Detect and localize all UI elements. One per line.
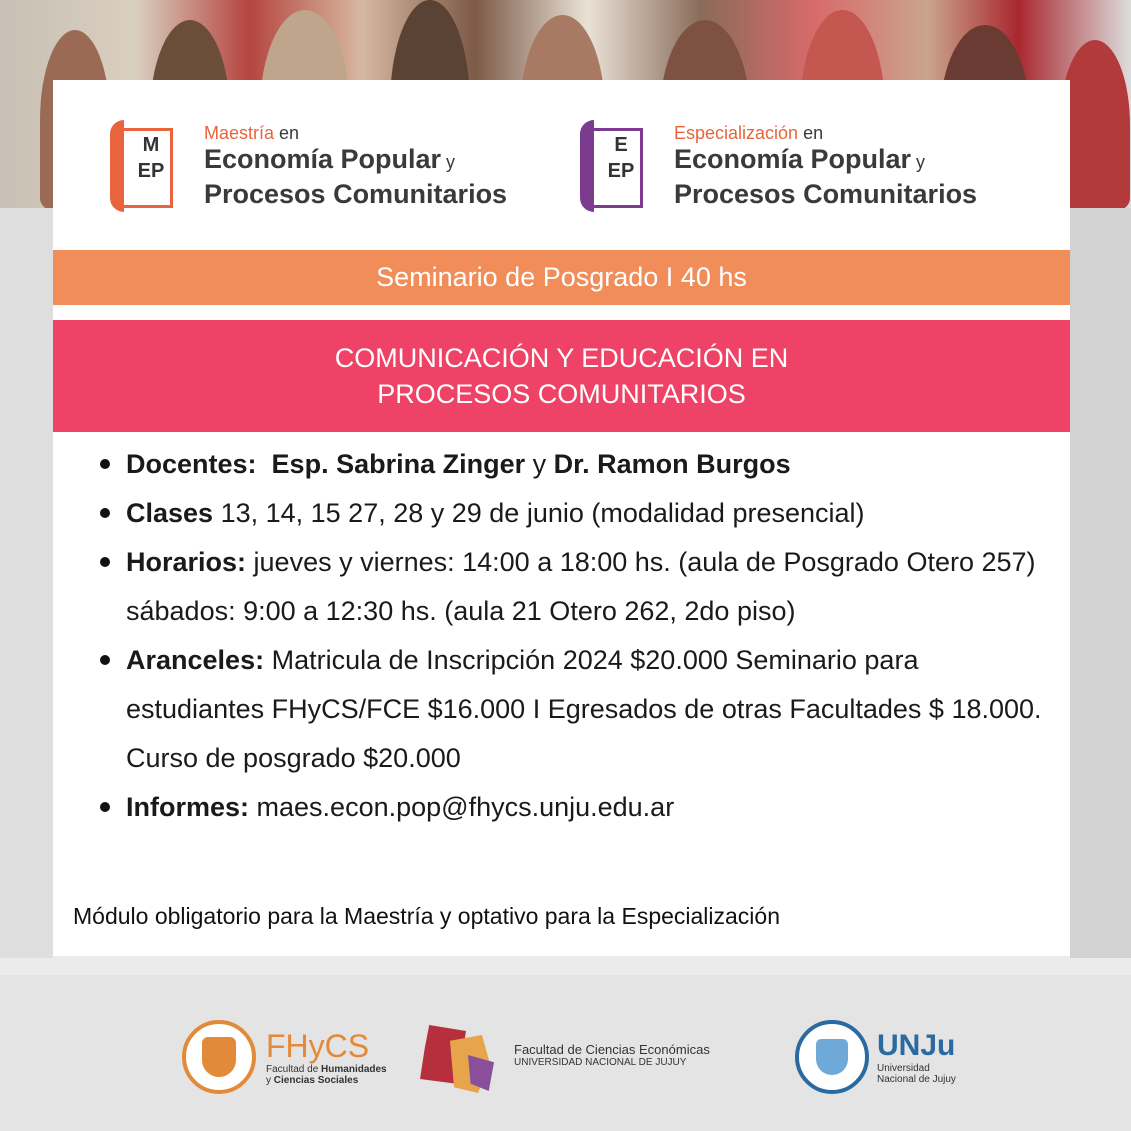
unju-line1: Universidad	[877, 1063, 930, 1074]
unju-abbr: UNJu	[877, 1029, 956, 1062]
bullet-icon	[100, 459, 110, 469]
mep-prefix: Maestría	[204, 122, 275, 143]
docentes-label: Docentes:	[126, 449, 257, 479]
aranceles-text: Matricula de Inscripción 2024 $20.000 Seminario para estudiantes FHyCS/FCE $16.000 I Egresados de otras Facultades $ 18.000. Curso de posgrado $20.000	[126, 645, 1042, 773]
fce-logo	[420, 1015, 710, 1095]
mep-line2: Procesos Comunitarios	[204, 178, 508, 209]
eep-logo-text	[674, 123, 977, 210]
fce-line2: UNIVERSIDAD NACIONAL DE JUJUY	[514, 1057, 687, 1068]
fce-line1: Facultad de Ciencias Económicas	[514, 1042, 710, 1057]
clases-text: 13, 14, 15 27, 28 y 29 de junio (modalidad presencial)	[213, 498, 865, 528]
clases-label: Clases	[126, 498, 214, 528]
eep-line1: Economía Popular	[674, 143, 912, 174]
module-note: Módulo obligatorio para la Maestría y optativo para la Especialización	[73, 903, 781, 929]
list-item-docentes	[100, 440, 1060, 489]
list-item-informes	[100, 783, 1060, 832]
mep-logo-text	[204, 123, 507, 210]
horarios-text: jueves y viernes: 14:00 a 18:00 hs. (aula de Posgrado Otero 257) sábados: 9:00 a 12:30 hs. (aula 21 Otero 262, 2do piso)	[126, 547, 1036, 626]
bullet-icon	[100, 508, 110, 518]
eep-prefix: Especialización	[674, 122, 799, 143]
right-side-strip	[1070, 208, 1131, 958]
fhycs-line2-b: Ciencias Sociales	[273, 1075, 359, 1086]
fhycs-line2-a: y	[266, 1075, 274, 1086]
unju-line2: Nacional de Jujuy	[877, 1074, 956, 1085]
informes-email[interactable]: maes.econ.pop@fhycs.unju.edu.ar	[249, 792, 675, 822]
left-side-strip	[0, 208, 53, 958]
fhycs-line1-b: Humanidades	[321, 1064, 387, 1075]
unju-seal-icon	[795, 1020, 869, 1094]
eep-logo	[580, 120, 977, 212]
title-line2: PROCESOS COMUNITARIOS	[377, 379, 746, 409]
mep-letter-m: M	[142, 134, 160, 156]
mep-letters-ep: EP	[137, 160, 165, 182]
list-item-horarios	[100, 538, 1060, 636]
docentes-and: y	[525, 449, 554, 479]
fhycs-logo	[182, 1020, 387, 1094]
mep-logo	[110, 120, 507, 212]
eep-line2: Procesos Comunitarios	[674, 178, 978, 209]
mep-logo-mark	[110, 120, 182, 212]
fhycs-line1-a: Facultad de	[266, 1064, 322, 1075]
eep-line1-suffix: y	[911, 151, 926, 172]
aranceles-label: Aranceles:	[126, 645, 265, 675]
eep-letters-ep: EP	[607, 160, 635, 182]
fhycs-seal-icon	[182, 1020, 256, 1094]
eep-prefix-suffix: en	[798, 122, 824, 143]
unju-logo	[795, 1020, 956, 1094]
mep-line1: Economía Popular	[204, 143, 442, 174]
seminar-banner: Seminario de Posgrado I 40 hs	[53, 250, 1070, 305]
bullet-icon	[100, 655, 110, 665]
seminar-title	[53, 320, 1070, 432]
horarios-label: Horarios:	[126, 547, 247, 577]
mep-prefix-suffix: en	[274, 122, 300, 143]
list-item-clases	[100, 489, 1060, 538]
jujuy-map-icon	[420, 1015, 500, 1095]
docente-2: Dr. Ramon Burgos	[553, 449, 791, 479]
bullet-icon	[100, 557, 110, 567]
eep-logo-mark	[580, 120, 652, 212]
informes-label: Informes:	[126, 792, 250, 822]
fhycs-abbr: FHyCS	[266, 1028, 370, 1064]
eep-letter-e: E	[614, 134, 628, 156]
mep-line1-suffix: y	[441, 151, 456, 172]
bullet-icon	[100, 802, 110, 812]
title-line1: COMUNICACIÓN Y EDUCACIÓN EN	[334, 343, 789, 373]
docente-1: Esp. Sabrina Zinger	[271, 449, 526, 479]
info-list	[100, 440, 1060, 832]
list-item-aranceles	[100, 636, 1060, 783]
